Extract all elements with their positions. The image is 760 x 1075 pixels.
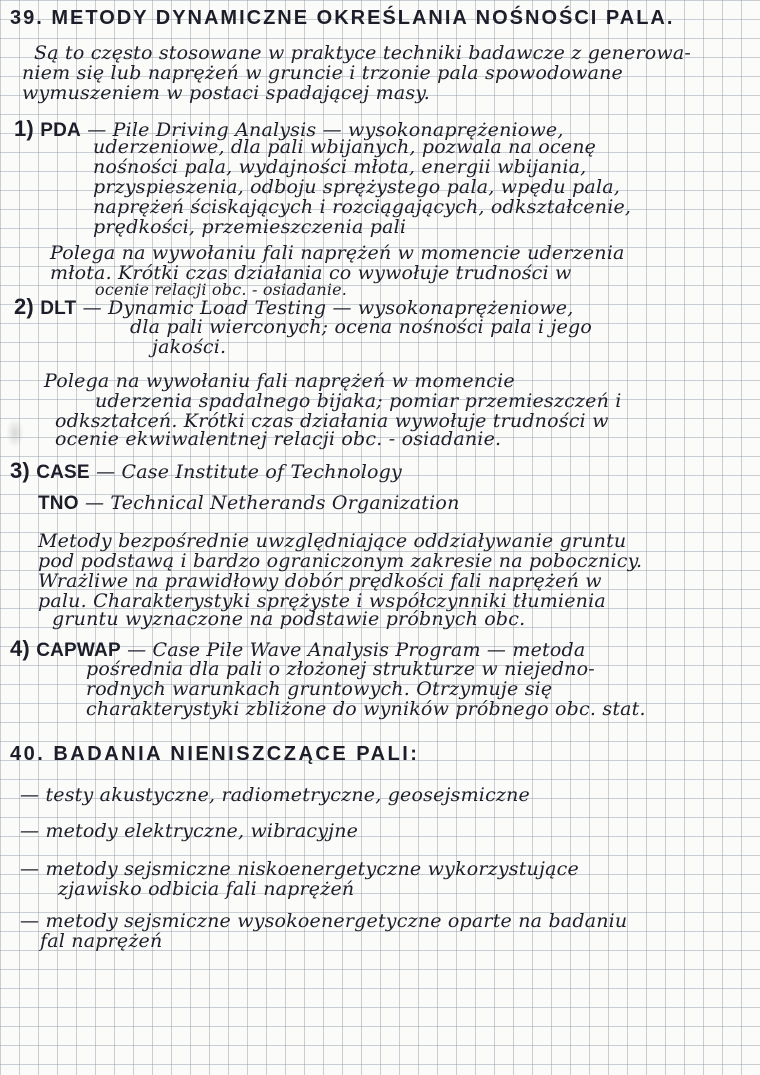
paper-smudge xyxy=(6,418,24,448)
intro-line: wymuszeniem w postaci spadającej masy. xyxy=(22,82,430,104)
item-note-line: gruntu wyznaczone na podstawie próbnych obc. xyxy=(52,608,526,630)
intro-line: niem się lub naprężeń w gruncie i trzonie pala spowodowane xyxy=(22,62,623,84)
item-note-line: Metody bezpośrednie uwzględniające oddziaływanie gruntu xyxy=(38,530,627,552)
item-label: TNO xyxy=(38,493,79,514)
intro-line: Są to często stosowane w praktyce techniki badawcze z generowa- xyxy=(34,42,692,64)
item-note-line: Polega na wywołaniu fali naprężeń w momencie uderzenia xyxy=(50,242,625,264)
item-description: — Technical Netherands Organization xyxy=(84,492,460,514)
bullet-item-continuation: zjawisko odbicia fali naprężeń xyxy=(58,878,355,900)
item-case-header xyxy=(10,460,402,482)
item-dlt-header xyxy=(14,296,573,318)
item-line: uderzeniowe, dla pali wbijanych, pozwala na ocenę xyxy=(93,136,597,158)
item-label: CAPWAP xyxy=(36,640,121,661)
item-number: 4) xyxy=(10,636,30,661)
item-description: — Pile Driving Analysis — wysokonaprężeniowe, xyxy=(87,119,564,141)
item-line: prędkości, przemieszczenia pali xyxy=(93,216,407,238)
item-line: nośności pala, wydajności młota, energii wbijania, xyxy=(93,156,587,178)
item-note-line: młota. Krótki czas działania co wywołuje trudności w xyxy=(50,262,572,284)
item-label: DLT xyxy=(40,298,77,319)
item-number: 3) xyxy=(10,458,30,483)
item-tno-header xyxy=(38,494,460,513)
item-line: jakości. xyxy=(152,336,227,358)
item-number: 1) xyxy=(14,116,34,141)
item-line: przyspieszenia, odboju sprężystego pala, wpędu pala, xyxy=(93,176,620,198)
item-note-line: ocenie relacji obc. - osiadanie. xyxy=(95,280,348,299)
bullet-item: — metody sejsmiczne wysokoenergetyczne oparte na badaniu xyxy=(20,910,628,932)
item-label: CASE xyxy=(36,462,90,483)
item-description: — Dynamic Load Testing — wysokonaprężeniowe, xyxy=(82,297,574,319)
section-39-title: 39. METODY DYNAMICZNE OKREŚLANIA NOŚNOŚCI PALA. xyxy=(10,7,675,29)
item-note-line: uderzenia spadalnego bijaka; pomiar przemieszczeń i xyxy=(95,390,622,412)
item-note-line: Polega na wywołaniu fali naprężeń w momencie xyxy=(44,370,515,392)
bullet-item-continuation: fal naprężeń xyxy=(40,930,163,952)
item-line: dla pali wierconych; ocena nośności pala i jego xyxy=(130,316,593,338)
item-line: charakterystyki zbliżone do wyników próbnego obc. stat. xyxy=(86,698,646,720)
item-line: rodnych warunkach gruntowych. Otrzymuje się xyxy=(86,678,553,700)
item-number: 2) xyxy=(14,294,34,319)
item-note-line: palu. Charakterystyki sprężyste i współczynniki tłumienia xyxy=(38,590,606,612)
item-note-line: pod podstawą i bardzo ograniczonym zakresie na pobocznicy. xyxy=(38,550,643,572)
item-line: naprężeń ściskających i rozciągających, odkształcenie, xyxy=(93,196,632,218)
item-note-line: odkształceń. Krótki czas działania wywołuje trudności w xyxy=(55,410,609,432)
item-note-line: ocenie ekwiwalentnej relacji obc. - osiadanie. xyxy=(55,428,502,450)
item-note-line: Wrażliwe na prawidłowy dobór prędkości fali naprężeń w xyxy=(38,570,602,592)
item-line: pośrednia dla pali o złożonej strukturze w niejedno- xyxy=(86,658,595,680)
bullet-item: — testy akustyczne, radiometryczne, geosejsmiczne xyxy=(20,784,531,806)
section-40-title: 40. BADANIA NIENISZCZĄCE PALI: xyxy=(10,743,420,765)
item-label: PDA xyxy=(40,120,81,141)
item-description: — Case Pile Wave Analysis Program — metoda xyxy=(127,639,586,661)
bullet-item: — metody sejsmiczne niskoenergetyczne wykorzystujące xyxy=(20,858,579,880)
item-description: — Case Institute of Technology xyxy=(96,461,402,483)
item-capwap-header xyxy=(10,638,585,660)
bullet-item: — metody elektryczne, wibracyjne xyxy=(20,820,359,842)
